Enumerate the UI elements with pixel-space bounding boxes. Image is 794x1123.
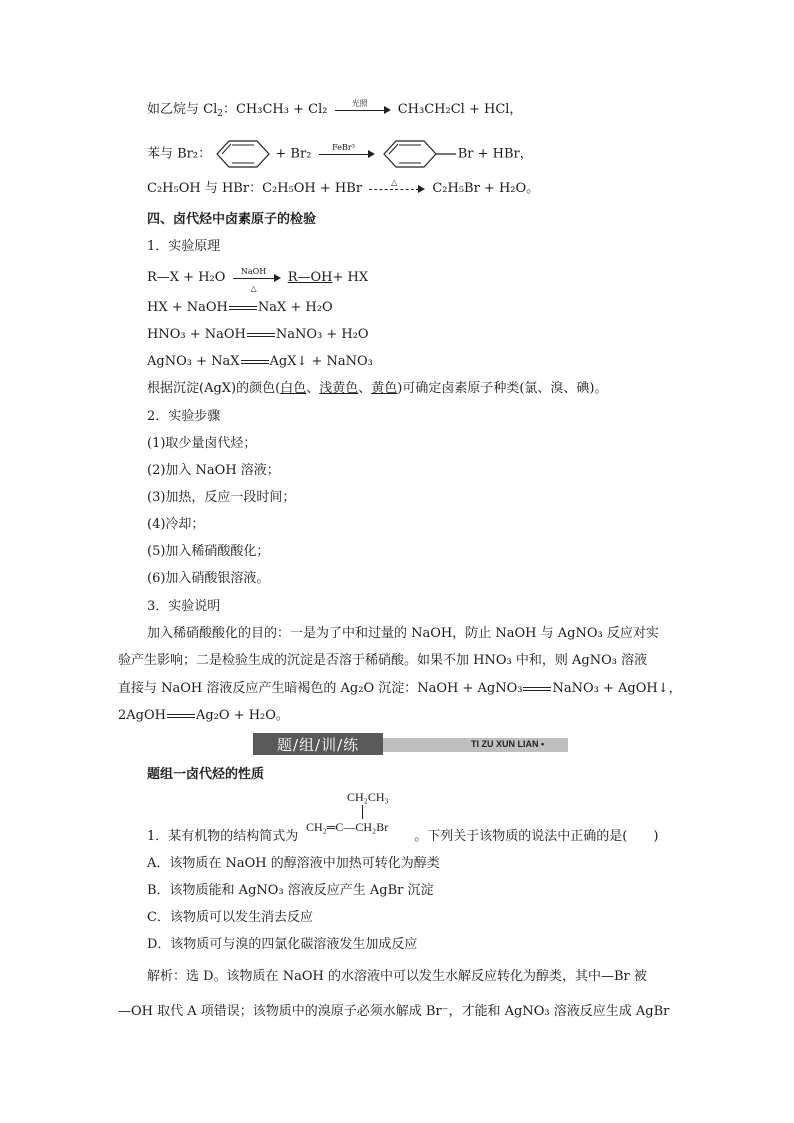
equals-sign (523, 687, 551, 691)
reaction-arrow (335, 98, 391, 117)
text: HNO₃ + NaOH (147, 327, 246, 342)
text: Ag₂O + H₂O。 (195, 708, 289, 723)
text: R—X + H₂O (147, 270, 226, 285)
step-item: (5)加入稀硝酸酸化； (147, 544, 270, 559)
text: + HX (332, 270, 369, 285)
structure-bottom: CH₂═C—CH₂Br (306, 820, 389, 834)
equation-4 (147, 353, 373, 371)
paragraph-line (118, 707, 289, 725)
text: 如乙烷与 Cl (147, 102, 218, 117)
banner-pinyin: TI ZU XUN LIAN • (471, 739, 545, 749)
condition-label: 光照 (351, 98, 368, 108)
banner-title: 题/组/训/练 (277, 736, 360, 754)
text: C₂H₅Br + H₂O。 (432, 181, 540, 196)
equation-3 (147, 326, 369, 344)
text: 1．某有机物的结构简式为 (147, 829, 299, 844)
equation-1 (147, 266, 369, 293)
text: 。下列关于该物质的说法中正确的是( ) (414, 829, 659, 844)
reaction-benzene-br2 (147, 139, 533, 169)
paragraph-line: 加入稀硝酸酸化的目的：一是为了中和过量的 NaOH，防止 NaOH 与 AgNO₃ 反应对实 (147, 626, 659, 641)
color-note (147, 380, 607, 398)
condition-label: FeBr³ (332, 143, 355, 152)
option-c: C．该物质可以发生消去反应 (147, 910, 313, 925)
text: 根据沉淀(AgX)的颜色( (147, 381, 281, 396)
text: C₂H₅OH 与 HBr：C₂H₅OH + HBr (147, 181, 363, 196)
reaction-ethanol-hbr (147, 177, 540, 198)
equals-sign (167, 714, 195, 718)
step-item: (6)加入硝酸银溶液。 (147, 571, 270, 586)
benzene-ring-icon (215, 139, 271, 169)
group-title: 题组一卤代烃的性质 (147, 767, 265, 782)
text: 、 (306, 381, 320, 396)
text: AgX↓ + NaNO₃ (269, 354, 373, 369)
text: AgNO₃ + NaX (147, 354, 240, 369)
text: 苯与 Br₂： (147, 146, 212, 162)
bond-line (362, 805, 363, 819)
option-b: B．该物质能和 AgNO₃ 溶液反应产生 AgBr 沉淀 (147, 883, 434, 898)
step-item: (3)加热，反应一段时间； (147, 490, 296, 505)
text: ：CH₃CH₃ + Cl₂ (222, 102, 328, 117)
condition-label: △ (391, 177, 398, 187)
text: 直接与 NaOH 溶液反应产生暗褐色的 Ag₂O 沉淀：NaOH + AgNO₃ (118, 681, 523, 696)
section-title: 四、卤代烃中卤素原子的检验 (147, 212, 317, 227)
step-item: (1)取少量卤代烃； (147, 436, 257, 451)
condition-label: NaOH (240, 266, 267, 276)
step-item: (2)加入 NaOH 溶液； (147, 463, 280, 478)
section-banner (253, 733, 568, 755)
equals-sign (247, 333, 275, 337)
reaction-arrow (319, 143, 375, 161)
text: CH₃CH₂Cl + HCl， (397, 102, 523, 117)
text: HX + NaOH (147, 300, 228, 315)
text: 、 (358, 381, 372, 396)
paragraph-line (118, 680, 682, 698)
text: 2AgOH (118, 708, 166, 723)
reaction-arrow (233, 266, 281, 293)
option-d: D．该物质可与溴的四氯化碳溶液发生加成反应 (147, 937, 418, 952)
answer-blank: 黄色 (371, 381, 398, 396)
text: NaX + H₂O (257, 300, 333, 315)
structure-top: CH₂CH₃ (347, 790, 389, 804)
equals-sign (229, 306, 257, 310)
subsection-title: 1．实验原理 (147, 239, 221, 254)
subsection-title: 2．实验步骤 (147, 409, 221, 424)
condition-label: △ (250, 283, 257, 293)
text: Br + HBr， (457, 146, 533, 162)
bromobenzene-ring-icon (382, 139, 458, 169)
subsection-title: 3．实验说明 (147, 599, 221, 614)
reaction-ethane-cl2: 如乙烷与 $Cl_2$：CH₃CH₃ + Cl₂ 光照 CH₃CH₂Cl + HCl， (147, 101, 522, 119)
text: + Br₂ (275, 146, 312, 162)
paragraph-line: 验产生影响；二是检验生成的沉淀是否溶于稀硝酸。如果不加 HNO₃ 中和，则 AgNO₃ 溶液 (118, 653, 648, 668)
equation-2 (147, 299, 333, 317)
text: NaNO₃ + AgOH↓， (552, 681, 682, 696)
answer-blank: R—OH (287, 270, 333, 285)
equals-sign (241, 360, 269, 364)
reaction-arrow (369, 177, 425, 196)
option-a: A．该物质在 NaOH 的醇溶液中加热可转化为醇类 (147, 856, 440, 871)
analysis-line: 解析：选 D。该物质在 NaOH 的水溶液中可以发生水解反应转化为醇类，其中—Br 被 (147, 969, 647, 984)
answer-blank: 白色 (280, 381, 307, 396)
text: NaNO₃ + H₂O (275, 327, 369, 342)
text: )可确定卤素原子种类(氯、溴、碘)。 (397, 381, 608, 396)
question-stem (147, 828, 658, 846)
step-item: (4)冷却； (147, 517, 205, 532)
answer-blank: 浅黄色 (319, 381, 359, 396)
analysis-line: —OH 取代 A 项错误；该物质中的溴原子必须水解成 Br⁻，才能和 AgNO₃ 溶液反应生成 AgBr (118, 1004, 670, 1019)
